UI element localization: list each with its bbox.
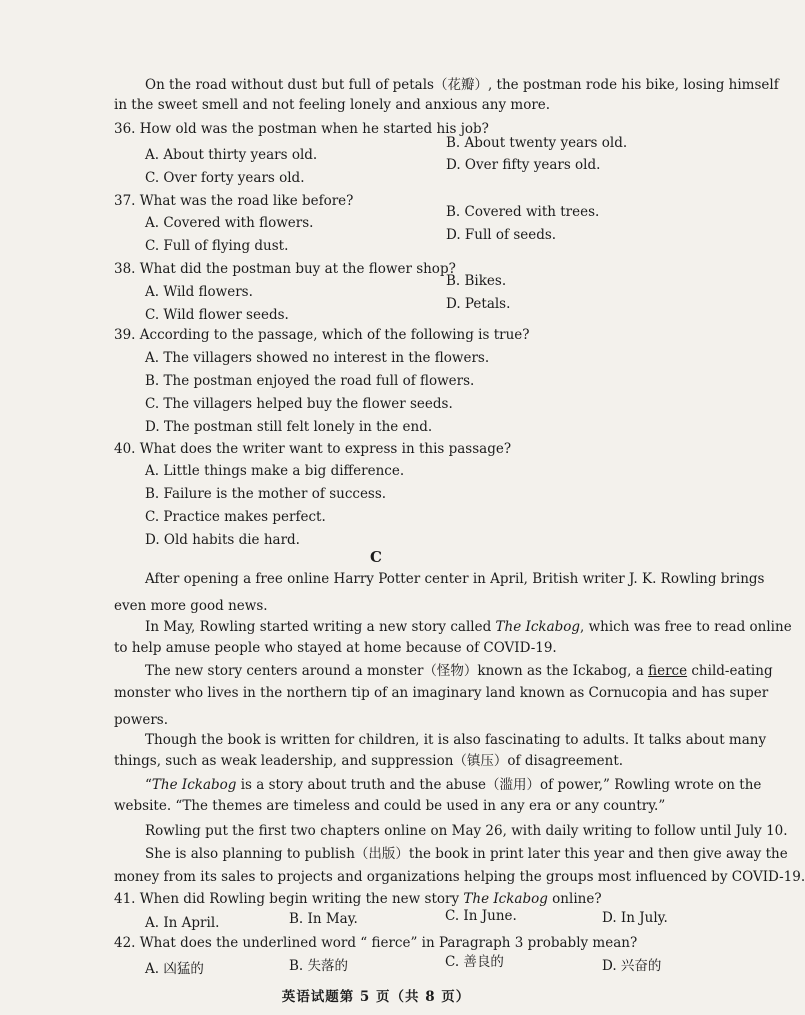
question-38-stem: 38. What did the postman buy at the flower shop?: [114, 261, 456, 277]
question-41-option-a: A. In April.: [145, 915, 220, 931]
passage-line: even more good news.: [114, 598, 268, 614]
question-36-option-a: A. About thirty years old.: [145, 147, 318, 163]
question-40-option-a: A. Little things make a big difference.: [145, 463, 405, 479]
question-37-option-b: B. Covered with trees.: [446, 204, 600, 220]
question-38-option-c: C. Wild flower seeds.: [145, 307, 289, 323]
passage-line: things, such as weak leadership, and suppression（镇压）of disagreement.: [114, 753, 624, 769]
passage-line: website. “The themes are timeless and could be used in any era or any country.”: [114, 798, 666, 814]
question-41-option-c: C. In June.: [445, 908, 517, 924]
question-36-option-c: C. Over forty years old.: [145, 170, 305, 186]
text-run: is a story about truth and the abuse（滥用）of power,” Rowling wrote on the: [236, 777, 762, 793]
book-title: The Ickabog: [463, 891, 548, 907]
question-40-stem: 40. What does the writer want to express in this passage?: [114, 441, 512, 457]
section-title: C: [370, 548, 382, 566]
text-run: The new story centers around a monster（怪物）known as the Ickabog, a: [145, 663, 649, 679]
text-run: In May, Rowling started writing a new story called: [145, 619, 496, 635]
passage-line: Rowling put the first two chapters online on May 26, with daily writing to follow until July 10.: [145, 823, 788, 839]
question-41-option-b: B. In May.: [289, 911, 358, 927]
question-36-option-b: B. About twenty years old.: [446, 135, 628, 151]
question-40-option-d: D. Old habits die hard.: [145, 532, 300, 548]
text-run: child-eating: [687, 663, 773, 679]
question-37-option-a: A. Covered with flowers.: [145, 215, 314, 231]
question-37-option-d: D. Full of seeds.: [446, 227, 557, 243]
passage-line: [145, 662, 773, 680]
question-42-stem: 42. What does the underlined word “ fierce” in Paragraph 3 probably mean?: [114, 935, 638, 951]
question-39-option-a: A. The villagers showed no interest in the flowers.: [145, 350, 490, 366]
question-37-stem: 37. What was the road like before?: [114, 193, 354, 209]
passage-line: [145, 618, 792, 636]
question-40-option-c: C. Practice makes perfect.: [145, 509, 326, 525]
text-run: , which was free to read online: [580, 619, 792, 635]
book-title: The Ickabog: [151, 777, 237, 793]
passage-line: After opening a free online Harry Potter center in April, British writer J. K. Rowling brings: [145, 571, 765, 587]
text-run: “: [145, 777, 152, 793]
passage-line: money from its sales to projects and organizations helping the groups most influenced by COVID-19.: [114, 869, 805, 885]
question-41-stem: [114, 890, 602, 908]
question-38-option-a: A. Wild flowers.: [145, 284, 253, 300]
underlined-word: fierce: [648, 663, 688, 679]
question-41-option-d: D. In July.: [602, 910, 668, 926]
page-footer: 英语试题第 5 页（共 8 页）: [281, 989, 471, 1005]
question-40-option-b: B. Failure is the mother of success.: [145, 486, 387, 502]
question-38-option-d: D. Petals.: [446, 296, 511, 312]
passage-line: She is also planning to publish（出版）the book in print later this year and then give away the: [145, 846, 788, 862]
passage-line: to help amuse people who stayed at home because of COVID-19.: [114, 640, 557, 656]
question-38-option-b: B. Bikes.: [446, 273, 507, 289]
question-39-option-b: B. The postman enjoyed the road full of flowers.: [145, 373, 475, 389]
book-title: The Ickabog: [495, 619, 581, 635]
text-run: online?: [547, 891, 602, 907]
question-42-option-b: B. 失落的: [289, 958, 349, 974]
question-39-option-d: D. The postman still felt lonely in the end.: [145, 419, 433, 435]
text-run: 41. When did Rowling begin writing the new story: [114, 891, 464, 907]
passage-line: On the road without dust but full of petals（花瓣）, the postman rode his bike, losing himself: [145, 77, 779, 93]
passage-line: Though the book is written for children, it is also fascinating to adults. It talks about many: [145, 732, 767, 748]
question-42-option-d: D. 兴奋的: [602, 958, 662, 974]
question-39-stem: 39. According to the passage, which of the following is true?: [114, 327, 530, 343]
question-39-option-c: C. The villagers helped buy the flower seeds.: [145, 396, 453, 412]
passage-line: [145, 776, 761, 794]
question-36-stem: 36. How old was the postman when he started his job?: [114, 121, 489, 137]
passage-line: in the sweet smell and not feeling lonely and anxious any more.: [114, 97, 551, 113]
question-42-option-c: C. 善良的: [445, 954, 504, 970]
passage-line: monster who lives in the northern tip of an imaginary land known as Cornucopia and has super: [114, 685, 769, 701]
passage-line: powers.: [114, 712, 168, 728]
question-36-option-d: D. Over fifty years old.: [446, 157, 601, 173]
question-37-option-c: C. Full of flying dust.: [145, 238, 289, 254]
question-42-option-a: A. 凶猛的: [145, 961, 204, 977]
